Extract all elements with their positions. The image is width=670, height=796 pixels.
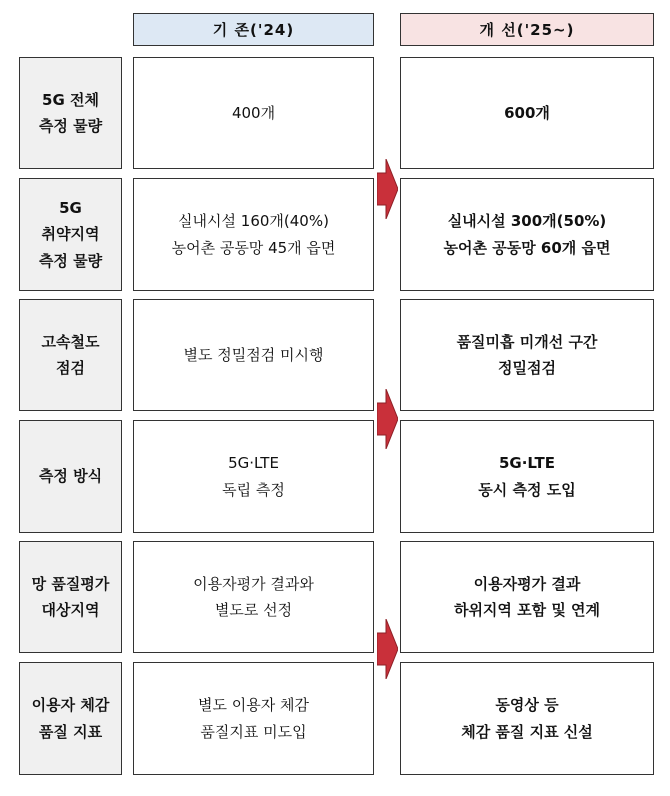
row-label-line: 측정 물량: [38, 117, 103, 135]
cell-line: 이용자평가 결과와: [193, 574, 314, 593]
cell-after-eval-area: [400, 541, 654, 653]
row-label-line: 점검: [56, 359, 85, 377]
header-before: 기 존('24): [133, 13, 374, 46]
row-label-measure-method: [19, 420, 122, 533]
cell-after-user-quality: [400, 662, 654, 775]
row-label-line: 취약지역: [41, 225, 100, 244]
row-label-line: 대상지역: [41, 601, 100, 619]
header-after: 개 선('25~): [400, 13, 654, 46]
row-label-5g-total: [19, 57, 122, 169]
cell-after-high-speed-rail: [400, 299, 654, 411]
row-label-high-speed-rail: [19, 299, 122, 411]
cell-line: 별도로 선정: [214, 601, 293, 619]
cell-before-measure-method: [133, 420, 374, 533]
cell-line: 체감 품질 지표 신설: [461, 722, 593, 741]
row-label-line: 측정 방식: [38, 467, 103, 486]
cell-line: 품질미흡 미개선 구간: [456, 332, 598, 351]
right-arrow-icon: [377, 389, 398, 449]
right-arrow-icon: [377, 159, 398, 219]
cell-line: 농어촌 공동망 60개 읍면: [443, 238, 611, 257]
cell-line: 5G·LTE: [228, 454, 279, 473]
cell-after-5g-weak-area: [400, 178, 654, 291]
cell-before-high-speed-rail: [133, 299, 374, 411]
cell-before-user-quality: [133, 662, 374, 775]
row-label-line: 고속철도: [41, 332, 100, 351]
cell-before-eval-area: [133, 541, 374, 653]
cell-line: 별도 이용자 체감: [198, 696, 309, 715]
cell-line: 별도 정밀점검 미시행: [183, 345, 324, 364]
cell-line: 동시 측정 도입: [478, 480, 576, 499]
row-label-user-quality: [19, 662, 122, 775]
cell-line: 정밀점검: [498, 359, 556, 377]
row-label-line: 망 품질평가: [31, 574, 110, 593]
right-arrow-icon: [377, 619, 398, 679]
cell-line: 독립 측정: [222, 480, 285, 499]
row-label-5g-weak-area: [19, 178, 122, 291]
cell-before-5g-total: [133, 57, 374, 169]
row-label-line: 이용자 체감: [31, 696, 110, 715]
row-label-line: 5G 전체: [42, 90, 99, 109]
cell-line: 이용자평가 결과: [473, 574, 581, 593]
cell-line: 600개: [504, 103, 550, 122]
cell-after-5g-total: [400, 57, 654, 169]
cell-after-measure-method: [400, 420, 654, 533]
row-label-line: 품질 지표: [38, 722, 103, 741]
cell-before-5g-weak-area: [133, 178, 374, 291]
cell-line: 하위지역 포함 및 연계: [453, 601, 601, 619]
cell-line: 실내시설 160개(40%): [178, 212, 329, 231]
row-label-line: 측정 물량: [38, 251, 103, 270]
row-label-line: 5G: [59, 199, 82, 218]
cell-line: 동영상 등: [495, 696, 559, 715]
cell-line: 5G·LTE: [498, 454, 555, 473]
cell-line: 400개: [231, 103, 276, 122]
row-label-eval-area: [19, 541, 122, 653]
cell-line: 실내시설 300개(50%): [447, 212, 607, 231]
cell-line: 품질지표 미도입: [200, 722, 307, 741]
cell-line: 농어촌 공동망 45개 읍면: [171, 238, 336, 257]
